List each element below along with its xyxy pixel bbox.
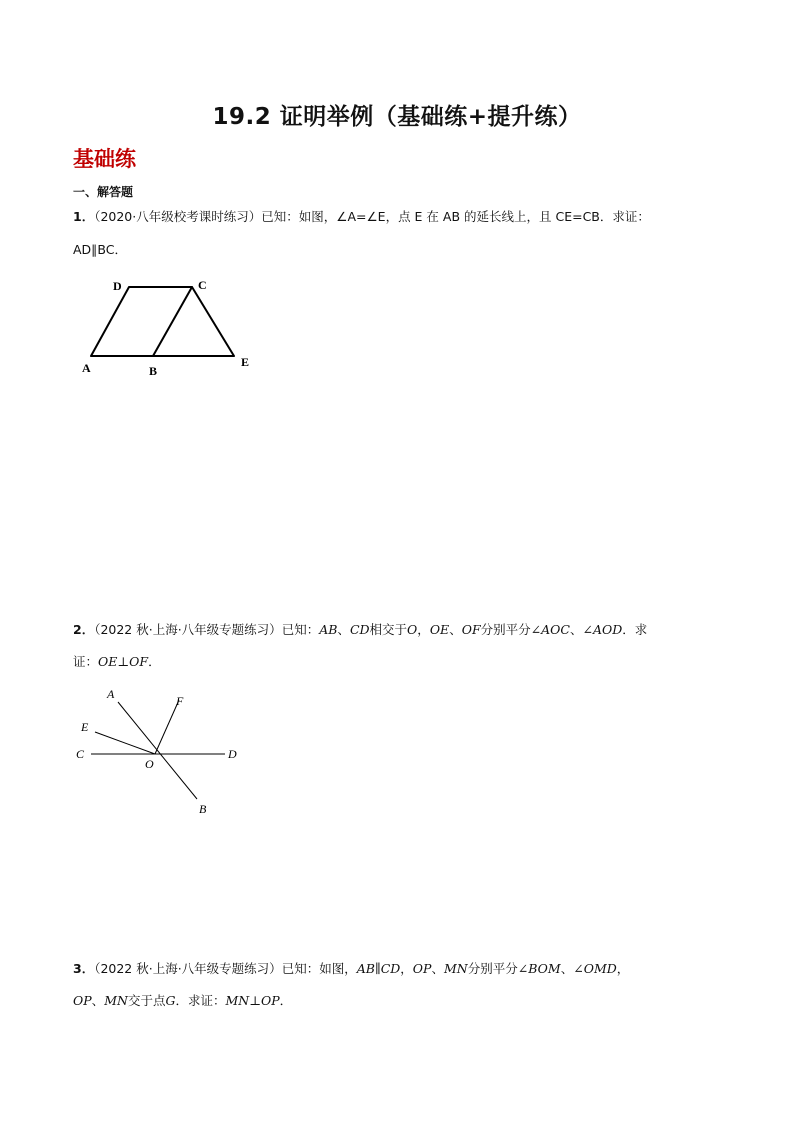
question-2-source: （2022 秋·上海·八年级专题练习） — [94, 622, 282, 637]
question-3-text: ．求证： — [175, 993, 226, 1008]
label-e: E — [241, 355, 250, 369]
question-3-text: 交于点 — [127, 993, 166, 1008]
question-1-number: 1． — [73, 209, 95, 224]
question-2-line-2 — [73, 656, 161, 669]
math-cd: CD — [349, 622, 370, 637]
question-3-text: 、 — [560, 961, 574, 976]
line-ab — [118, 702, 197, 799]
math-oe-perp-of: OE⊥OF — [98, 654, 149, 669]
question-2-number: 2． — [73, 622, 95, 637]
math-ab: AB — [319, 622, 338, 637]
label-f: F — [176, 694, 184, 708]
question-1-source: （2020·八年级校考课时练习） — [94, 209, 262, 224]
label-b: B — [149, 364, 158, 378]
section-heading: 基础练 — [73, 147, 136, 171]
question-3-text: 、 — [91, 993, 105, 1008]
question-3-text: 、 — [431, 961, 444, 976]
question-3-text: 已知：如图， — [281, 961, 357, 976]
question-2-text: 证： — [73, 654, 99, 669]
question-3-line-1 — [73, 963, 629, 976]
math-oe: OE — [429, 622, 450, 637]
math-op: OP — [412, 961, 432, 976]
question-3-number: 3． — [73, 961, 95, 976]
math-mn: MN — [104, 993, 128, 1008]
math-of: OF — [461, 622, 481, 637]
math-ab-parallel-cd: AB∥CD — [356, 961, 401, 976]
question-2-text: 、 — [337, 622, 350, 637]
math-angle-aoc: ∠AOC — [530, 622, 570, 637]
trapezoid-outline — [91, 287, 234, 356]
question-2-text: 分别平分 — [480, 622, 531, 637]
math-g: G — [165, 993, 176, 1008]
label-b: B — [199, 802, 207, 816]
question-2-text: ．求 — [622, 622, 648, 637]
math-angle-aod: ∠AOD — [582, 622, 623, 637]
math-o: O — [407, 622, 418, 637]
question-3-source: （2022 秋·上海·八年级专题练习） — [94, 961, 282, 976]
label-a: A — [107, 687, 115, 701]
page-title: 19.2 证明举例（基础练+提升练） — [212, 104, 582, 130]
question-3-text: ． — [279, 993, 293, 1008]
question-1-line-1 — [73, 211, 650, 224]
question-1-line-2: AD∥BC． — [73, 242, 128, 257]
question-3-text: ， — [616, 961, 630, 976]
segment-bc — [153, 287, 192, 356]
question-2-text: 、 — [449, 622, 462, 637]
question-2-text: 、 — [569, 622, 583, 637]
label-a: A — [82, 361, 91, 375]
label-d: D — [228, 747, 237, 761]
question-2-text: 相交于 — [369, 622, 408, 637]
math-mn-perp-op: MN⊥OP — [225, 993, 280, 1008]
ray-oe — [95, 732, 155, 754]
math-mn: MN — [443, 961, 468, 976]
subsection-heading: 一、解答题 — [73, 185, 134, 199]
question-2-line-1 — [73, 624, 647, 637]
ray-of — [155, 700, 179, 754]
math-angle-omd: ∠OMD — [573, 961, 617, 976]
label-c: C — [198, 278, 207, 292]
question-3-line-2 — [73, 995, 292, 1008]
question-3-text: 分别平分 — [467, 961, 518, 976]
label-d: D — [113, 279, 122, 293]
figure-trapezoid — [75, 276, 265, 381]
question-2-text: ， — [417, 622, 430, 637]
question-2-text: ． — [148, 654, 161, 669]
label-c: C — [76, 747, 85, 761]
question-2-text: 已知： — [281, 622, 320, 637]
figure-intersecting-lines — [75, 685, 245, 820]
label-o: O — [145, 757, 154, 771]
math-angle-bom: ∠BOM — [517, 961, 561, 976]
label-e: E — [81, 720, 89, 734]
question-1-text: 已知：如图，∠A=∠E，点 E 在 AB 的延长线上，且 CE=CB．求证： — [261, 209, 650, 224]
math-op: OP — [73, 993, 92, 1008]
question-3-text: ， — [400, 961, 413, 976]
